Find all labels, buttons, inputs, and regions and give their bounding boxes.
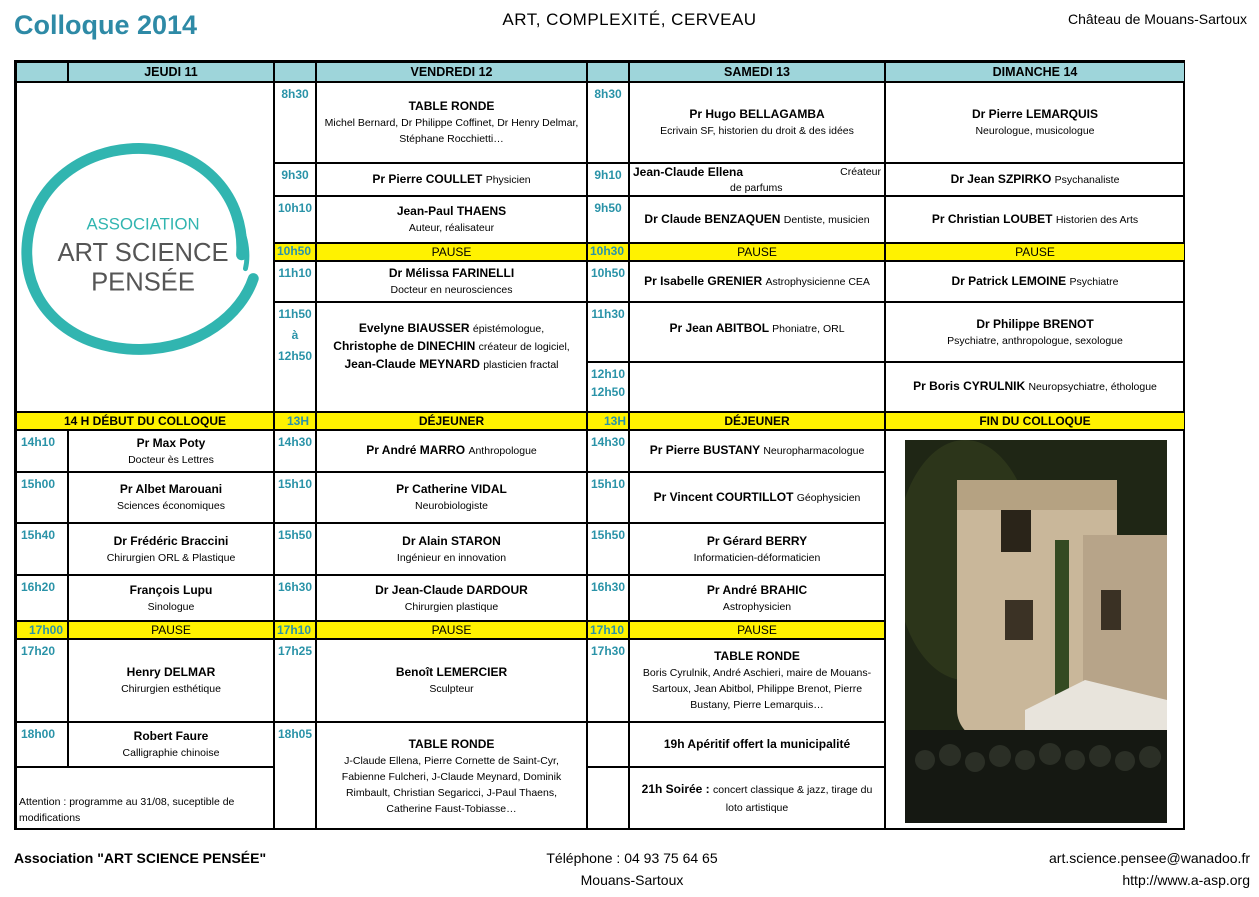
event: [316, 430, 587, 472]
event-desc: Sinologue: [147, 600, 195, 613]
event-desc: Sciences économiques: [117, 500, 225, 512]
event: [885, 302, 1185, 362]
event-desc: Astrophysicien: [722, 600, 792, 613]
event-name: Pr Boris CYRULNIK Neuropsychiatre, éthologue: [913, 379, 1157, 393]
chateau-image: [905, 440, 1167, 823]
event-table-ronde: [316, 722, 587, 830]
event-desc: Neurobiologiste: [415, 500, 488, 512]
time-label: 9h10: [587, 163, 629, 196]
event-desc: Chirurgien ORL & Plastique: [106, 551, 236, 564]
event-spec: Créateur: [840, 166, 881, 178]
event-desc: Michel Bernard, Dr Philippe Coffinet, Dr Henry Delmar, Stéphane Rocchietti…: [324, 117, 579, 145]
event: [316, 575, 587, 621]
chateau-photo: [905, 440, 1167, 823]
event-multi-speakers: Evelyne BIAUSSER épistémologue, Christophe de DINECHIN créateur de logiciel, Jean-Claude MEYNARD plasticien fractal: [316, 302, 587, 412]
event: [316, 163, 587, 196]
time-range: 11h50 à 12h50: [274, 302, 316, 412]
event-name: Pr André MARRO Anthropologue: [366, 443, 537, 457]
event-name: Dr Jean SZPIRKO Psychanaliste: [950, 171, 1120, 186]
event: [316, 523, 587, 575]
event-name: Pr Jean ABITBOL Phoniatre, ORL: [669, 321, 845, 335]
event-name: TABLE RONDE: [408, 736, 495, 751]
event-desc: Informaticien-déformaticien: [693, 551, 821, 564]
time-label: 11h30: [587, 302, 629, 362]
event-name: Pr Isabelle GRENIER Astrophysicienne CEA: [644, 273, 870, 288]
footer-email[interactable]: art.science.pensee@wanadoo.fr: [1049, 850, 1250, 866]
event-name: TABLE RONDE: [408, 99, 495, 113]
event: [629, 261, 885, 302]
event: [629, 196, 885, 243]
time-label: 10h50: [587, 261, 629, 302]
event-desc: Neurologue, musicologue: [975, 125, 1095, 137]
event: [68, 430, 274, 472]
event-name: Dr Frédéric Braccini: [113, 533, 229, 548]
time-label: 8h30: [587, 82, 629, 163]
event-name: TABLE RONDE: [714, 649, 800, 663]
event-name: Dr Mélissa FARINELLI: [388, 266, 515, 280]
colloquium-subtitle: ART, COMPLEXITÉ, CERVEAU: [502, 10, 757, 29]
event-desc: Psychiatre, anthropologue, sexologue: [947, 334, 1123, 347]
event: [629, 575, 885, 621]
event-desc: Chirurgien plastique: [404, 600, 499, 613]
event-name: Pr Max Poty: [136, 435, 206, 450]
time-label: 16h30: [587, 575, 629, 621]
lunch-time-cell: 13H: [274, 412, 316, 430]
logo-line-3: PENSÉE: [91, 268, 195, 297]
logo-line-1: ASSOCIATION: [86, 214, 200, 234]
event-name: 21h Soirée : concert classique & jazz, tirage du loto artistique: [641, 781, 873, 814]
event: [885, 82, 1185, 163]
event-name: Pr Pierre BUSTANY Neuropharmacologue: [649, 443, 865, 457]
event-name: Dr Patrick LEMOINE Psychiatre: [951, 273, 1119, 288]
event-name: Pr Pierre COULLET Physicien: [372, 171, 531, 186]
event: [885, 261, 1185, 302]
pause-label: PAUSE: [68, 621, 274, 639]
event-name: Pr Gérard BERRY: [706, 533, 808, 548]
header-blank: [16, 62, 68, 82]
event-desc: Docteur en neurosciences: [390, 284, 513, 296]
association-logo: [16, 82, 274, 412]
venue: Château de Mouans-Sartoux: [1068, 11, 1247, 27]
event-name: Dr Pierre LEMARQUIS: [971, 107, 1099, 121]
event-desc: Calligraphie chinoise: [122, 747, 220, 759]
header-blank: [587, 62, 629, 82]
event-name: Robert Faure: [133, 729, 209, 743]
footer-city: Mouans-Sartoux: [580, 872, 684, 888]
event: [68, 472, 274, 523]
event: [629, 163, 885, 196]
event: [885, 362, 1185, 412]
event: [629, 82, 885, 163]
event-desc: Docteur ès Lettres: [128, 453, 214, 466]
event-table-ronde: [629, 639, 885, 722]
footer-phone: Téléphone : 04 93 75 64 65: [546, 850, 718, 866]
event: [629, 472, 885, 523]
event-aperitif: [629, 722, 885, 767]
pause-time-cell: 10h50: [274, 243, 316, 261]
time-label: 14h30: [587, 430, 629, 472]
debut-colloque: 14 H DÉBUT DU COLLOQUE: [16, 412, 274, 430]
pause-label: PAUSE: [316, 621, 587, 639]
event-name: Dr Claude BENZAQUEN Dentiste, musicien: [644, 211, 870, 226]
photo-cell: [885, 430, 1185, 830]
time-label: 9h30: [274, 163, 316, 196]
dejeuner-label: DÉJEUNER: [316, 412, 587, 430]
event-name: Jean-Claude Ellena: [633, 165, 744, 179]
time-label: 16h20: [16, 575, 68, 621]
logo-ring-icon: [17, 137, 273, 357]
event-desc: Sculpteur: [429, 683, 474, 695]
time-label: 17h30: [587, 639, 629, 722]
event-name: Henry DELMAR: [126, 665, 216, 679]
event-name: Jean-Paul THAENS: [396, 204, 507, 218]
dejeuner-label: DÉJEUNER: [629, 412, 885, 430]
time-label: 15h10: [587, 472, 629, 523]
logo-line-2: ART SCIENCE: [57, 238, 229, 267]
time-label: 14h10: [16, 430, 68, 472]
event-name: Dr Philippe BRENOT: [976, 316, 1094, 331]
event: [629, 430, 885, 472]
time-label: 15h10: [274, 472, 316, 523]
pause-label: PAUSE: [629, 243, 885, 261]
pause-time-cell: 10h30: [587, 243, 629, 261]
lunch-time-cell: 13H: [587, 412, 629, 430]
empty-time-cell: [587, 767, 629, 830]
time-label: 10h10: [274, 196, 316, 243]
event: [68, 639, 274, 722]
event-desc: Boris Cyrulnik, André Aschieri, maire de Mouans-Sartoux, Jean Abitbol, Philippe Brenot, Pierre Bustany, Pierre Lemarquis…: [642, 667, 872, 711]
event: [316, 196, 587, 243]
pause-label: PAUSE: [629, 621, 885, 639]
pause-label: PAUSE: [316, 243, 587, 261]
time-label: 11h10: [274, 261, 316, 302]
event-table-ronde: [316, 82, 587, 163]
event-name: Pr Catherine VIDAL: [396, 482, 507, 496]
event-spec: de parfums: [730, 182, 783, 194]
event-name: Pr André BRAHIC: [706, 582, 808, 597]
time-label: 9h50: [587, 196, 629, 243]
event: [885, 196, 1185, 243]
event: [629, 523, 885, 575]
time-label: 15h00: [16, 472, 68, 523]
page-title: Colloque 2014: [14, 10, 198, 40]
event-name: François Lupu: [129, 582, 213, 597]
time-label: 8h30: [274, 82, 316, 163]
event: [316, 472, 587, 523]
event-desc: Auteur, réalisateur: [408, 222, 495, 234]
time-label: 16h30: [274, 575, 316, 621]
event-name: 19h Apéritif offert la municipalité: [663, 737, 851, 751]
day-header-dimanche: DIMANCHE 14: [885, 62, 1185, 82]
event: [316, 639, 587, 722]
event: [68, 575, 274, 621]
event-name: Pr Christian LOUBET Historien des Arts: [931, 211, 1139, 226]
day-header-jeudi: JEUDI 11: [68, 62, 274, 82]
time-label: 15h40: [16, 523, 68, 575]
event-soiree: [629, 767, 885, 830]
event-name: Dr Alain STARON: [402, 533, 501, 548]
pause-time-cell: 17h00: [16, 621, 68, 639]
time-label: 17h25: [274, 639, 316, 722]
empty-time-cell: [587, 722, 629, 767]
time-label: 15h50: [274, 523, 316, 575]
time-label: 17h20: [16, 639, 68, 722]
day-header-samedi: SAMEDI 13: [629, 62, 885, 82]
pause-time-cell: 17h10: [587, 621, 629, 639]
time-range: 12h10 12h50: [587, 362, 629, 412]
event-name: Pr Albet Marouani: [119, 482, 223, 496]
footer-website[interactable]: http://www.a-asp.org: [1122, 872, 1250, 888]
event: [885, 163, 1185, 196]
event-desc: Ecrivain SF, historien du droit & des idées: [660, 125, 854, 137]
event-desc: J-Claude Ellena, Pierre Cornette de Saint-Cyr, Fabienne Fulcheri, J-Claude Meynard, Dominik Rimbault, Christian Segaricci, J-Paul Thaens, Catherine Faust-Tobiasse…: [341, 754, 562, 815]
fin-colloque: FIN DU COLLOQUE: [885, 412, 1185, 430]
event: [316, 261, 587, 302]
time-label: 18h05: [274, 722, 316, 830]
event: [68, 523, 274, 575]
event: [68, 722, 274, 767]
footer-association: Association "ART SCIENCE PENSÉE": [14, 850, 267, 866]
pause-label: PAUSE: [885, 243, 1185, 261]
event-desc: Chirurgien esthétique: [121, 683, 221, 695]
event-name: Pr Vincent COURTILLOT Géophysicien: [653, 489, 861, 504]
day-header-vendredi: VENDREDI 12: [316, 62, 587, 82]
time-label: 18h00: [16, 722, 68, 767]
empty-cell: [629, 362, 885, 412]
time-label: 14h30: [274, 430, 316, 472]
header-blank: [274, 62, 316, 82]
schedule-table: [14, 60, 1185, 830]
time-label: 15h50: [587, 523, 629, 575]
event-name: Dr Jean-Claude DARDOUR: [375, 582, 528, 597]
event-desc: Ingénieur en innovation: [396, 551, 507, 564]
pause-time-cell: 17h10: [274, 621, 316, 639]
event-name: Pr Hugo BELLAGAMBA: [689, 107, 825, 121]
disclaimer-note: Attention : programme au 31/08, suceptible de modifications: [16, 767, 274, 830]
event: [629, 302, 885, 362]
event-name: Benoît LEMERCIER: [395, 665, 508, 679]
